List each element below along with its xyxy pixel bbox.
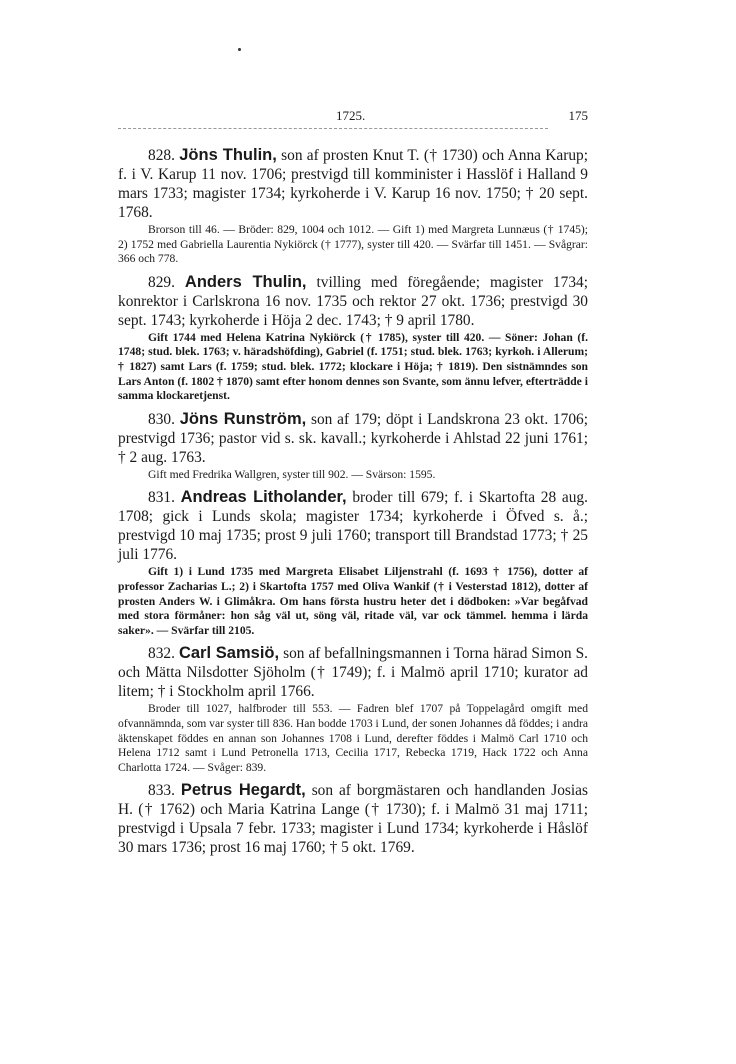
entry-note: Brorson till 46. — Bröder: 829, 1004 och 1012. — Gift 1) med Margreta Lunnæus († 1745); 2) 1752 med Gabriella Laurentia Nykiörck († 1777), syster till 420. — Svärfar till 1451. — Svågrar: 366 och 778.: [118, 223, 588, 266]
entry-name: Andreas Litholander,: [180, 488, 347, 507]
entry-body: son af befallningsmannen i Torna härad Simon S. och Mätta Nilsdotter Sjöholm († 1749); f. i Malmö april 1710; kurator ad litem; † i Stockholm april 1766.: [118, 645, 588, 701]
speck-mark: [238, 48, 241, 51]
entry-text: [118, 273, 588, 330]
entry-number: 830.: [148, 410, 175, 428]
entry-body: son af prosten Knut T. († 1730) och Anna Karup; f. i V. Karup 11 nov. 1706; prestvigd till komminister i Hasslöf i Halland 9 mars 1733; magister 1734; kyrkoherde i V. Karup 16 nov. 1750; † 20 sept. 1768.: [118, 147, 588, 221]
entry-number: 832.: [148, 645, 175, 663]
entry-830: [118, 410, 588, 483]
entry-body: tvilling med föregående; magister 1734; konrektor i Carlskrona 16 nov. 1735 och rektor 27 okt. 1736; prestvigd 30 sept. 1743; kyrkoherde i Höja 2 dec. 1743; † 9 april 1780.: [118, 273, 588, 329]
entry-body: broder till 679; f. i Skartofta 28 aug. 1708; gick i Lunds skola; magister 1734; kyrkoherde i Öfved s. å.; prestvigd 10 maj 1735; prost 9 juli 1760; transport till Brandstad 1773; † 25 juli 1776.: [118, 489, 588, 564]
header-rule: [118, 128, 548, 129]
entry-name: Anders Thulin,: [184, 272, 307, 291]
entry-name: Carl Samsiö,: [178, 644, 280, 663]
entry-note: Gift 1744 med Helena Katrina Nykiörck († 1785), syster till 420. — Söner: Johan (f. 1748; stud. blek. 1763; v. häradshöfding), Gabriel (f. 1751; stud. blek. 1763; kyrkoh. i Allerum; † 1827) samt Lars (f. 1759; stud. blek. 1772; klockare i Höja; † 1819). Den sistnämndes son Lars Anton (f. 1802 † 1870) samt efter honom dennes son Svante, som ännu lefver, efterträdde i samma klockaretjenst.: [118, 330, 588, 403]
entry-text: [118, 644, 588, 701]
entry-text: [118, 146, 588, 222]
entry-833: [118, 781, 588, 857]
entry-829: [118, 273, 588, 404]
entry-name: Jöns Runström,: [179, 409, 307, 428]
entry-note: Gift 1) i Lund 1735 med Margreta Elisabet Liljenstrahl (f. 1693 † 1756), dotter af professor Zacharias L.; 2) i Skartofta 1757 med Oliva Wankif († i Vesterstad 1812), dotter af prosten Anders W. i Glimåkra. Om hans första hustru heter det i dödboken: »Var begåfvad med stora förmåner: hon såg väl ut, söng väl, ritade väl, var ock tämmel. hemma i lärda saker». — Svärfar till 2105.: [118, 565, 588, 637]
entry-name: Petrus Hegardt,: [180, 781, 306, 800]
entry-text: [118, 488, 588, 564]
entry-number: 828.: [148, 147, 175, 164]
entry-text: [118, 410, 588, 467]
page-number: 175: [568, 108, 588, 123]
page-header: [118, 108, 588, 128]
entry-828: [118, 146, 588, 267]
entry-body: son af 179; döpt i Landskrona 23 okt. 1706; prestvigd 1736; pastor vid s. sk. kavall.; kyrkoherde i Ahlstad 22 juni 1761; † 2 aug. 1763.: [118, 410, 588, 466]
page-body: [118, 146, 588, 863]
entry-number: 833.: [148, 782, 175, 800]
entry-note: Gift med Fredrika Wallgren, syster till 902. — Svärson: 1595.: [148, 467, 436, 481]
entry-name: Jöns Thulin,: [179, 146, 277, 164]
entry-body: son af borgmästaren och handlanden Josias H. († 1762) och Maria Katrina Lange († 1730); f. i Malmö 31 maj 1711; prestvigd i Upsala 7 febr. 1733; magister i Lund 1734; kyrkoherde i Håslöf 30 mars 1736; prost 16 maj 1760; † 5 okt. 1769.: [118, 782, 588, 857]
entry-note: Broder till 1027, halfbroder till 553. — Fadren blef 1707 på Toppelagård omgift med ofvannämnda, som var syster till 836. Han bodde 1703 i Lund, der sonen Johannes då föddes; i andra äktenskapet föddes en annan son Johannes 1708 i Lund, derefter föddes i Malmö Carl 1710 och Helena 1712 samt i Lund Petronella 1713, Cecilia 1717, Rebecka 1719, Hack 1722 och Anna Charlotta 1724. — Svåger: 839.: [118, 702, 588, 774]
header-year: 1725.: [336, 108, 366, 123]
entry-831: [118, 488, 588, 638]
entry-832: [118, 644, 588, 775]
entry-number: 829.: [148, 273, 175, 291]
entry-number: 831.: [148, 489, 175, 507]
entry-text: [118, 781, 588, 857]
